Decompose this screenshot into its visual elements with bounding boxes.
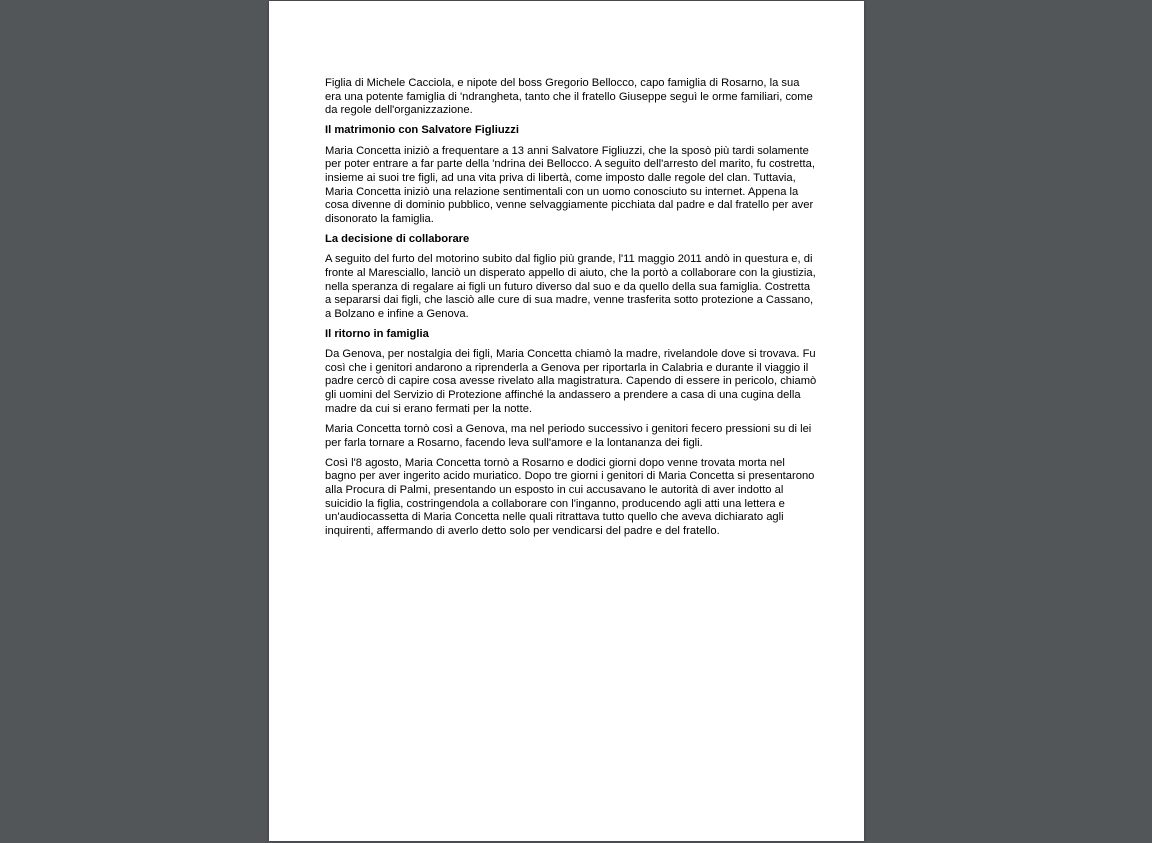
page-content — [325, 77, 817, 545]
collaboration-paragraph: A seguito del furto del motorino subito dal figlio più grande, l'11 maggio 2011 andò in questura e, di fronte al Maresciallo, lanciò un disperato appello di aiuto, che la portò a collaborare con la giustizia, nella speranza di regalare ai figli un futuro diverso dal suo e da quello della sua famiglia. Costretta a separarsi dai figli, che lasciò alle cure di sua madre, venne trasferita sotto protezione a Cassano, a Bolzano e infine a Genova. — [325, 253, 816, 320]
marriage-paragraph: Maria Concetta iniziò a frequentare a 13 anni Salvatore Figliuzzi, che la sposò più tardi solamente per poter entrare a far parte della 'ndrina dei Bellocco. A seguito dell'arresto del marito, fu costretta, insieme ai suoi tre figli, ad una vita priva di libertà, come imposto dalle regole del clan. Tuttavia, Maria Concetta iniziò una relazione sentimentali con un uomo conosciuto su internet. Appena la cosa divenne di dominio pubblico, venne selvaggiamente picchiata dal padre e dal fratello per aver disonorato la famiglia. — [325, 144, 815, 225]
return-paragraph-2: Maria Concetta tornò così a Genova, ma nel periodo successivo i genitori fecero pressioni su di lei per farla tornare a Rosarno, facendo leva sull'amore e la lontananza dei figli. — [325, 422, 812, 449]
section-heading-collaboration: La decisione di collaborare — [325, 233, 470, 246]
intro-paragraph: Figlia di Michele Cacciola, e nipote del boss Gregorio Bellocco, capo famiglia di Rosarno, la sua era una potente famiglia di 'ndrangheta, tanto che il fratello Giuseppe seguì le orme familiari, come da regole dell'organizzazione. — [325, 77, 813, 117]
document-page — [269, 1, 864, 841]
section-heading-return: Il ritorno in famiglia — [325, 328, 429, 340]
return-paragraph-3: Così l'8 agosto, Maria Concetta tornò a Rosarno e dodici giorni dopo venne trovata morta nel bagno per aver ingerito acido muriatico. Dopo tre giorni i genitori di Maria Concetta si presentarono alla Procura di Palmi, presentando un esposto in cui accusavano le autorità di aver indotto al suicidio la figlia, costringendola a collaborare con l'inganno, producendo agli atti una lettera e un'audiocassetta di Maria Concetta nelle quali ritrattava tutto quello che aveva dichiarato agli inquirenti, affermando di averlo detto solo per vendicarsi del padre e del fratello. — [325, 456, 815, 538]
return-paragraph-1: Da Genova, per nostalgia dei figli, Maria Concetta chiamò la madre, rivelandole dove si trovava. Fu così che i genitori andarono a riprenderla a Genova per riportarla in Calabria e durante il viaggio il padre cercò di capire cosa avesse rivelato alla magistratura. Capendo di essere in pericolo, chiamò gli uomini del Servizio di Protezione affinché la andassero a prendere a casa di una cugina della madre da cui si erano fermati per la notte. — [325, 348, 817, 415]
section-heading-marriage: Il matrimonio con Salvatore Figliuzzi — [325, 124, 519, 137]
